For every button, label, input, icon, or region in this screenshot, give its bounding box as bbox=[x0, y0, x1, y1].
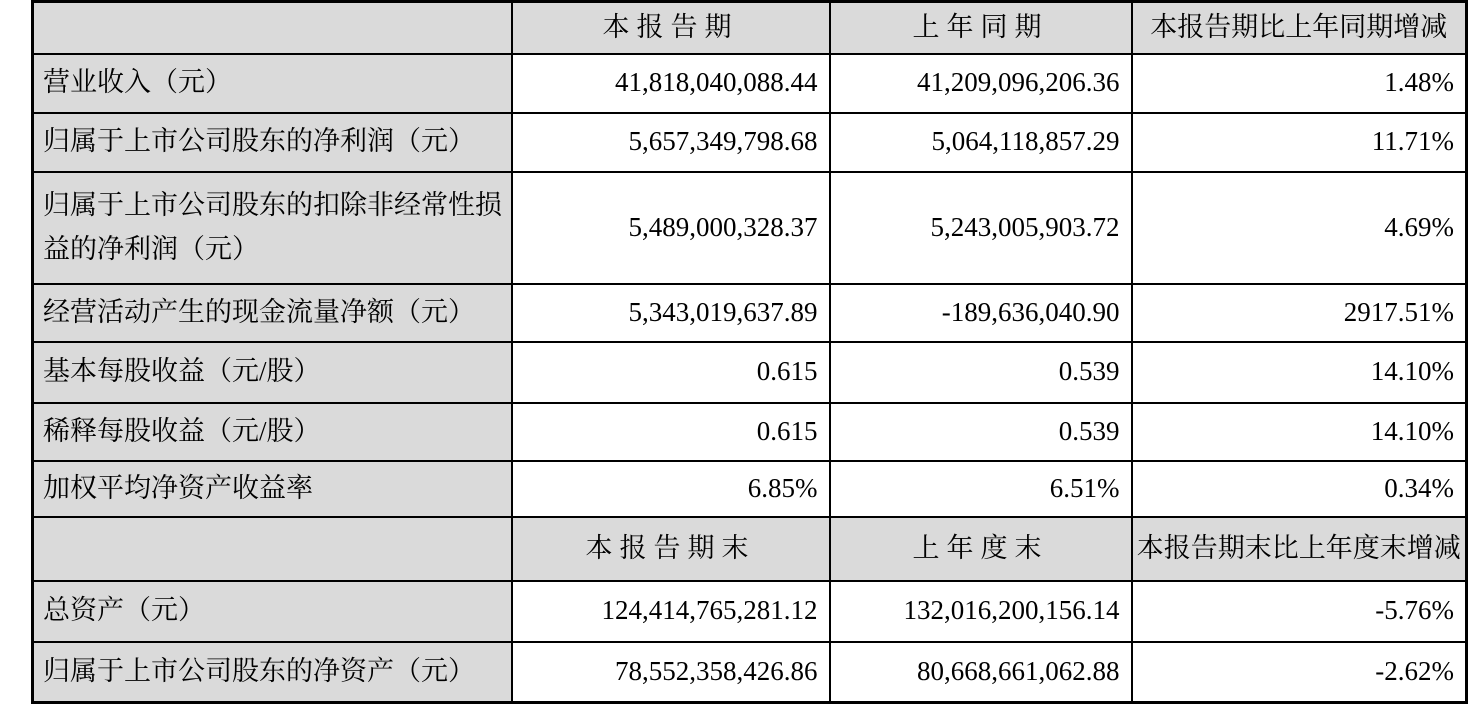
current-period-value: 5,343,019,637.89 bbox=[512, 284, 830, 342]
period-header-row bbox=[33, 2, 1467, 54]
metric-label: 营业收入（元） bbox=[33, 54, 512, 113]
change-value: -5.76% bbox=[1132, 581, 1467, 642]
prior-period-value: 5,064,118,857.29 bbox=[830, 113, 1132, 172]
table-row bbox=[33, 581, 1467, 642]
col-header-prior-year-end: 上年度末 bbox=[830, 517, 1132, 581]
prior-period-value: 6.51% bbox=[830, 461, 1132, 517]
current-period-value: 6.85% bbox=[512, 461, 830, 517]
col-header-period-change: 本报告期比上年同期增减 bbox=[1132, 2, 1467, 54]
corner-cell bbox=[33, 517, 512, 581]
metric-label: 归属于上市公司股东的扣除非经常性损益的净利润（元） bbox=[33, 172, 512, 284]
table-row bbox=[33, 461, 1467, 517]
current-period-value: 78,552,358,426.86 bbox=[512, 642, 830, 703]
financial-summary-table bbox=[31, 0, 1468, 704]
prior-period-value: 132,016,200,156.14 bbox=[830, 581, 1132, 642]
table-row bbox=[33, 113, 1467, 172]
change-value: 14.10% bbox=[1132, 342, 1467, 403]
table-row bbox=[33, 172, 1467, 284]
change-value: 2917.51% bbox=[1132, 284, 1467, 342]
change-value: 11.71% bbox=[1132, 113, 1467, 172]
col-header-period-end-change: 本报告期末比上年度末增减 bbox=[1132, 517, 1467, 581]
balance-header-row bbox=[33, 517, 1467, 581]
metric-label: 归属于上市公司股东的净利润（元） bbox=[33, 113, 512, 172]
table-row bbox=[33, 403, 1467, 461]
table-row bbox=[33, 284, 1467, 342]
table-row bbox=[33, 54, 1467, 113]
change-value: -2.62% bbox=[1132, 642, 1467, 703]
col-header-period-end: 本报告期末 bbox=[512, 517, 830, 581]
metric-label: 经营活动产生的现金流量净额（元） bbox=[33, 284, 512, 342]
metric-label: 总资产（元） bbox=[33, 581, 512, 642]
current-period-value: 0.615 bbox=[512, 342, 830, 403]
current-period-value: 5,657,349,798.68 bbox=[512, 113, 830, 172]
current-period-value: 41,818,040,088.44 bbox=[512, 54, 830, 113]
table-row bbox=[33, 342, 1467, 403]
metric-label: 归属于上市公司股东的净资产（元） bbox=[33, 642, 512, 703]
corner-cell bbox=[33, 2, 512, 54]
table-row bbox=[33, 642, 1467, 703]
prior-period-value: 5,243,005,903.72 bbox=[830, 172, 1132, 284]
current-period-value: 0.615 bbox=[512, 403, 830, 461]
change-value: 14.10% bbox=[1132, 403, 1467, 461]
prior-period-value: 0.539 bbox=[830, 342, 1132, 403]
col-header-current-period: 本报告期 bbox=[512, 2, 830, 54]
current-period-value: 5,489,000,328.37 bbox=[512, 172, 830, 284]
prior-period-value: 0.539 bbox=[830, 403, 1132, 461]
change-value: 4.69% bbox=[1132, 172, 1467, 284]
metric-label: 稀释每股收益（元/股） bbox=[33, 403, 512, 461]
change-value: 0.34% bbox=[1132, 461, 1467, 517]
prior-period-value: 41,209,096,206.36 bbox=[830, 54, 1132, 113]
col-header-prior-period: 上年同期 bbox=[830, 2, 1132, 54]
prior-period-value: -189,636,040.90 bbox=[830, 284, 1132, 342]
metric-label: 基本每股收益（元/股） bbox=[33, 342, 512, 403]
current-period-value: 124,414,765,281.12 bbox=[512, 581, 830, 642]
prior-period-value: 80,668,661,062.88 bbox=[830, 642, 1132, 703]
change-value: 1.48% bbox=[1132, 54, 1467, 113]
metric-label: 加权平均净资产收益率 bbox=[33, 461, 512, 517]
